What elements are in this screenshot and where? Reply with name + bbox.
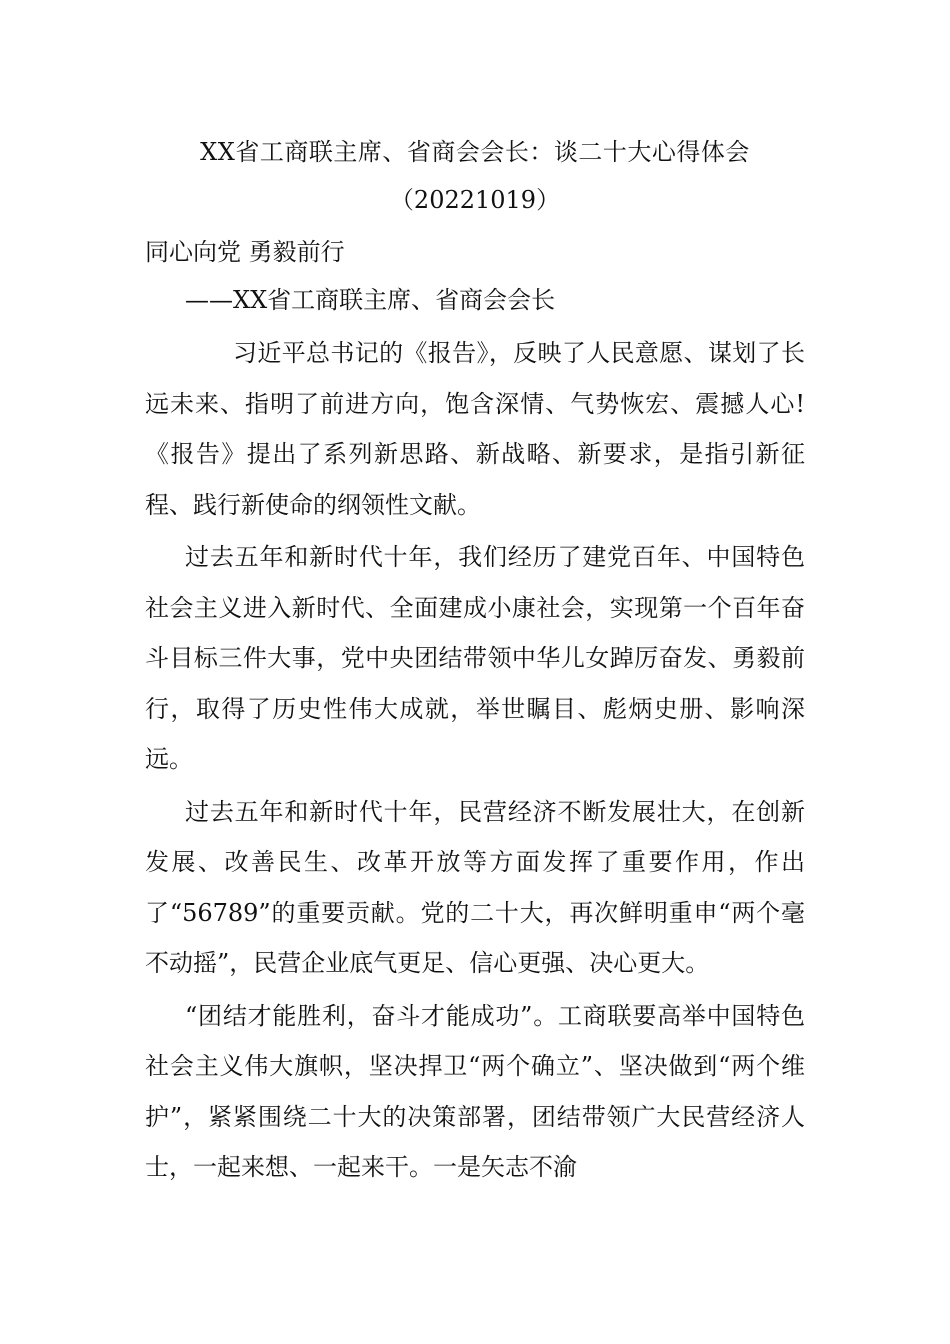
article-byline: ——XX省工商联主席、省商会会长 [185, 286, 556, 314]
document-title: XX省工商联主席、省商会会长：谈二十大心得体会 [200, 138, 750, 166]
paragraph-1: 习近平总书记的《报告》，反映了人民意愿、谋划了长远未来、指明了前进方向，饱含深情、气势恢宏、震撼人心!《报告》提出了系列新思路、新战略、新要求，是指引新征程、践行新使命的纲领性文献。 [145, 339, 805, 519]
document-body [145, 128, 805, 1193]
paragraph-3: 过去五年和新时代十年，民营经济不断发展壮大，在创新发展、改善民生、改革开放等方面发挥了重要作用，作出了“56789”的重要贡献。党的二十大，再次鲜明重申“两个毫不动摇”，民营企业底气更足、信心更强、决心更大。 [145, 797, 805, 977]
document-date: （20221019） [389, 186, 561, 214]
paragraph-4: “团结才能胜利，奋斗才能成功”。工商联要高举中国特色社会主义伟大旗帜，坚决捍卫“两个确立”、坚决做到“两个维护”，紧紧围绕二十大的决策部署，团结带领广大民营经济人士，一起来想、一起来干。一是矢志不渝 [145, 1001, 805, 1181]
paragraph-2: 过去五年和新时代十年，我们经历了建党百年、中国特色社会主义进入新时代、全面建成小康社会，实现第一个百年奋斗目标三件大事，党中央团结带领中华儿女踔厉奋发、勇毅前行，取得了历史性伟大成就，举世瞩目、彪炳史册、影响深远。 [145, 543, 805, 773]
article-heading: 同心向党 勇毅前行 [145, 238, 345, 266]
